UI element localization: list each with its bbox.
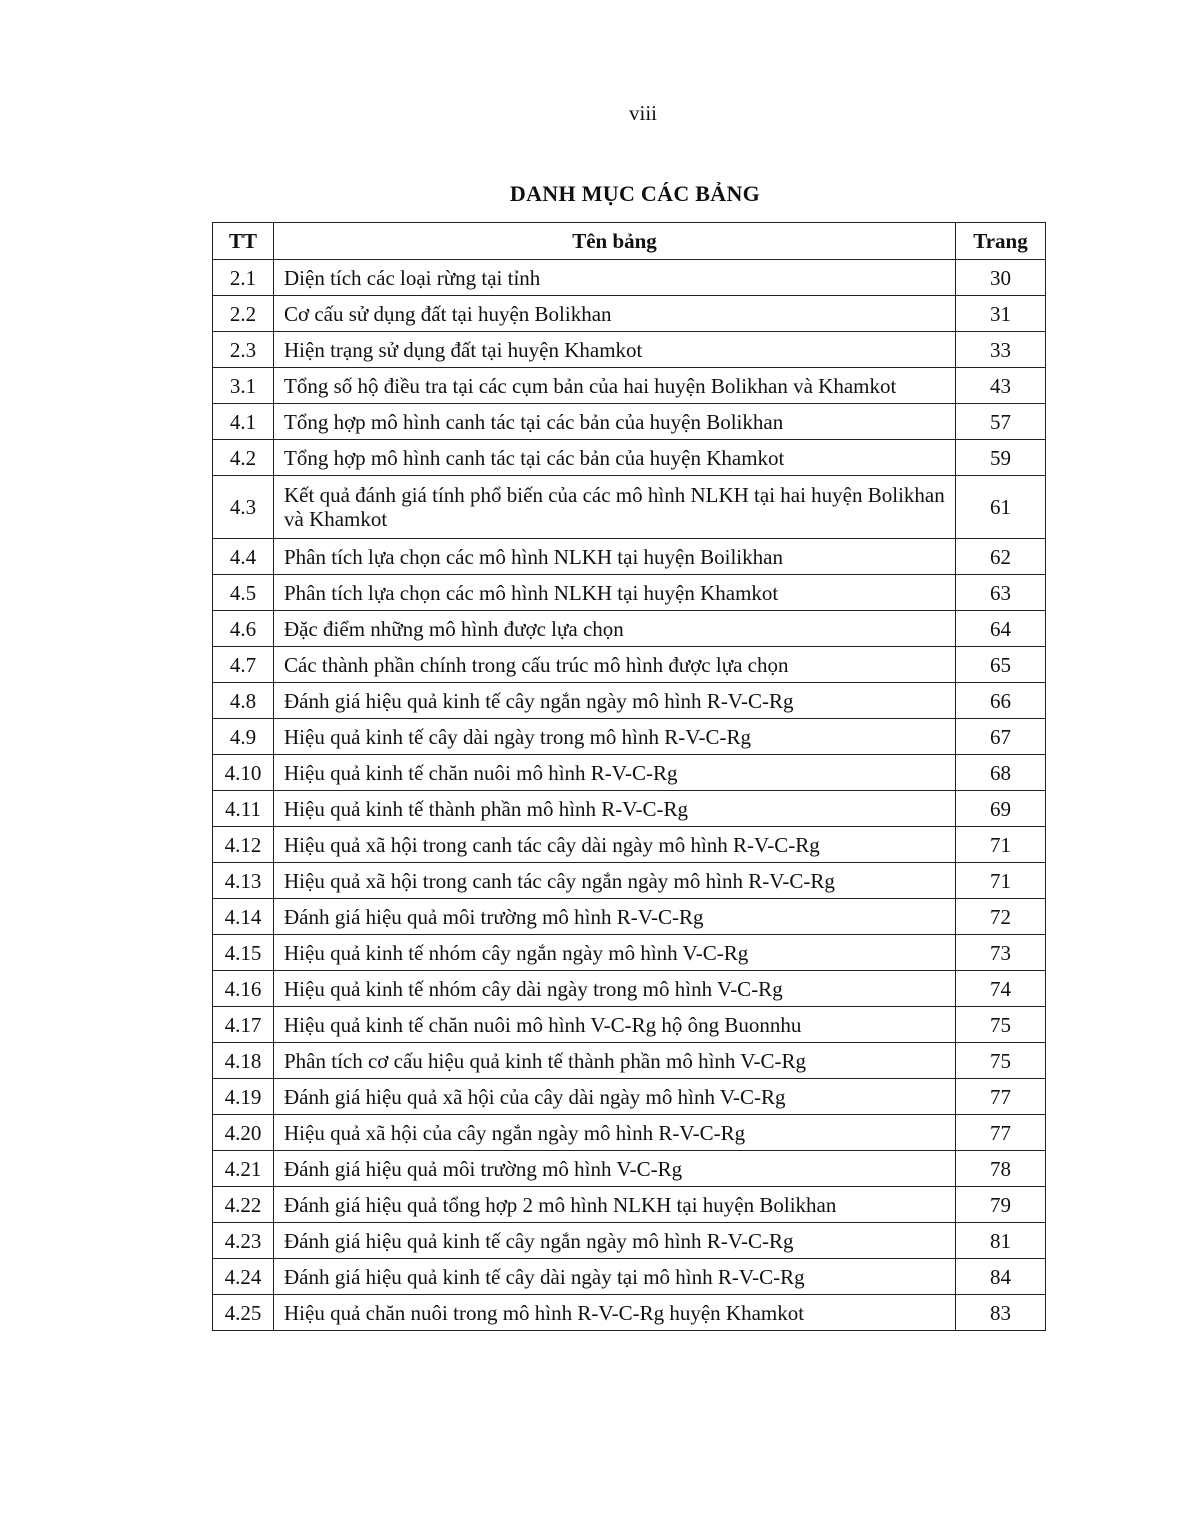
row-number: 2.1 [213, 260, 274, 296]
table-row [213, 1079, 1046, 1115]
page-ref: 59 [956, 440, 1046, 476]
table-row [213, 647, 1046, 683]
header-name: Tên bảng [274, 223, 956, 260]
row-number: 4.1 [213, 404, 274, 440]
row-number: 3.1 [213, 368, 274, 404]
row-number: 4.20 [213, 1115, 274, 1151]
table-name: Các thành phần chính trong cấu trúc mô hình được lựa chọn [274, 647, 956, 683]
table-name: Hiệu quả xã hội trong canh tác cây ngắn ngày mô hình R-V-C-Rg [274, 863, 956, 899]
table-row [213, 1295, 1046, 1331]
table-name: Đánh giá hiệu quả môi trường mô hình V-C-Rg [274, 1151, 956, 1187]
row-number: 4.22 [213, 1187, 274, 1223]
table-row [213, 260, 1046, 296]
table-row [213, 1223, 1046, 1259]
table-row [213, 611, 1046, 647]
table-name: Kết quả đánh giá tính phổ biến của các mô hình NLKH tại hai huyện Bolikhan và Khamkot [274, 476, 956, 539]
page-ref: 63 [956, 575, 1046, 611]
table-row [213, 575, 1046, 611]
page-ref: 75 [956, 1043, 1046, 1079]
table-name: Hiệu quả kinh tế chăn nuôi mô hình V-C-Rg hộ ông Buonnhu [274, 1007, 956, 1043]
row-number: 4.21 [213, 1151, 274, 1187]
page-ref: 64 [956, 611, 1046, 647]
table-row [213, 476, 1046, 539]
table-row [213, 1007, 1046, 1043]
page-ref: 75 [956, 1007, 1046, 1043]
page-ref: 77 [956, 1079, 1046, 1115]
table-row [213, 935, 1046, 971]
table-name: Hiệu quả xã hội trong canh tác cây dài ngày mô hình R-V-C-Rg [274, 827, 956, 863]
page-title: DANH MỤC CÁC BẢNG [509, 181, 761, 206]
table-row [213, 1259, 1046, 1295]
row-number: 4.15 [213, 935, 274, 971]
row-number: 4.14 [213, 899, 274, 935]
table-header-row [213, 223, 1046, 260]
table-row [213, 827, 1046, 863]
page-ref: 71 [956, 827, 1046, 863]
page-ref: 68 [956, 755, 1046, 791]
table-name: Phân tích cơ cấu hiệu quả kinh tế thành phần mô hình V-C-Rg [274, 1043, 956, 1079]
page-ref: 33 [956, 332, 1046, 368]
row-number: 4.6 [213, 611, 274, 647]
page-ref: 67 [956, 719, 1046, 755]
page-ref: 43 [956, 368, 1046, 404]
row-number: 4.12 [213, 827, 274, 863]
table-name: Hiện trạng sử dụng đất tại huyện Khamkot [274, 332, 956, 368]
table-name: Hiệu quả xã hội của cây ngắn ngày mô hình R-V-C-Rg [274, 1115, 956, 1151]
table-row [213, 332, 1046, 368]
table-name: Tổng hợp mô hình canh tác tại các bản của huyện Khamkot [274, 440, 956, 476]
row-number: 4.7 [213, 647, 274, 683]
page-ref: 79 [956, 1187, 1046, 1223]
row-number: 4.24 [213, 1259, 274, 1295]
row-number: 4.10 [213, 755, 274, 791]
table-row [213, 1043, 1046, 1079]
row-number: 4.11 [213, 791, 274, 827]
table-name: Đánh giá hiệu quả tổng hợp 2 mô hình NLKH tại huyện Bolikhan [274, 1187, 956, 1223]
row-number: 2.3 [213, 332, 274, 368]
table-name: Cơ cấu sử dụng đất tại huyện Bolikhan [274, 296, 956, 332]
table-row [213, 863, 1046, 899]
table-name: Phân tích lựa chọn các mô hình NLKH tại huyện Khamkot [274, 575, 956, 611]
page-ref: 57 [956, 404, 1046, 440]
table-row [213, 683, 1046, 719]
page-ref: 74 [956, 971, 1046, 1007]
table-name: Đánh giá hiệu quả xã hội của cây dài ngày mô hình V-C-Rg [274, 1079, 956, 1115]
page-ref: 72 [956, 899, 1046, 935]
table-body [213, 260, 1046, 1331]
table-name: Đánh giá hiệu quả kinh tế cây ngắn ngày mô hình R-V-C-Rg [274, 683, 956, 719]
header-page: Trang [956, 223, 1046, 260]
table-name: Hiệu quả kinh tế nhóm cây dài ngày trong mô hình V-C-Rg [274, 971, 956, 1007]
page-ref: 30 [956, 260, 1046, 296]
page-ref: 73 [956, 935, 1046, 971]
page-number: viii [628, 101, 657, 125]
page-ref: 62 [956, 539, 1046, 575]
row-number: 4.25 [213, 1295, 274, 1331]
page-ref: 69 [956, 791, 1046, 827]
table-name: Đánh giá hiệu quả môi trường mô hình R-V-C-Rg [274, 899, 956, 935]
page-ref: 65 [956, 647, 1046, 683]
table-name: Hiệu quả kinh tế chăn nuôi mô hình R-V-C-Rg [274, 755, 956, 791]
row-number: 4.17 [213, 1007, 274, 1043]
page-ref: 71 [956, 863, 1046, 899]
row-number: 2.2 [213, 296, 274, 332]
table-row [213, 539, 1046, 575]
row-number: 4.19 [213, 1079, 274, 1115]
row-number: 4.2 [213, 440, 274, 476]
table-row [213, 404, 1046, 440]
table-name: Hiệu quả kinh tế thành phần mô hình R-V-C-Rg [274, 791, 956, 827]
table-row [213, 440, 1046, 476]
table-row [213, 1151, 1046, 1187]
table-of-tables [212, 222, 1046, 1331]
table-row [213, 296, 1046, 332]
table-name: Diện tích các loại rừng tại tỉnh [274, 260, 956, 296]
row-number: 4.18 [213, 1043, 274, 1079]
page-ref: 78 [956, 1151, 1046, 1187]
table-row [213, 1187, 1046, 1223]
page-ref: 61 [956, 476, 1046, 539]
row-number: 4.9 [213, 719, 274, 755]
table-name: Phân tích lựa chọn các mô hình NLKH tại huyện Boilikhan [274, 539, 956, 575]
page-ref: 81 [956, 1223, 1046, 1259]
table-name: Đánh giá hiệu quả kinh tế cây dài ngày tại mô hình R-V-C-Rg [274, 1259, 956, 1295]
table-row [213, 899, 1046, 935]
table-name: Hiệu quả chăn nuôi trong mô hình R-V-C-Rg huyện Khamkot [274, 1295, 956, 1331]
table-name: Tổng số hộ điều tra tại các cụm bản của hai huyện Bolikhan và Khamkot [274, 368, 956, 404]
table-row [213, 791, 1046, 827]
table-name: Đánh giá hiệu quả kinh tế cây ngắn ngày mô hình R-V-C-Rg [274, 1223, 956, 1259]
row-number: 4.8 [213, 683, 274, 719]
row-number: 4.4 [213, 539, 274, 575]
row-number: 4.5 [213, 575, 274, 611]
table-name: Tổng hợp mô hình canh tác tại các bản của huyện Bolikhan [274, 404, 956, 440]
table-name: Hiệu quả kinh tế nhóm cây ngắn ngày mô hình V-C-Rg [274, 935, 956, 971]
page-ref: 66 [956, 683, 1046, 719]
table-row [213, 1115, 1046, 1151]
page-ref: 31 [956, 296, 1046, 332]
table-row [213, 719, 1046, 755]
table-row [213, 755, 1046, 791]
table-name: Đặc điểm những mô hình được lựa chọn [274, 611, 956, 647]
page-ref: 83 [956, 1295, 1046, 1331]
page-ref: 84 [956, 1259, 1046, 1295]
page-ref: 77 [956, 1115, 1046, 1151]
table-row [213, 368, 1046, 404]
table-row [213, 971, 1046, 1007]
row-number: 4.16 [213, 971, 274, 1007]
row-number: 4.23 [213, 1223, 274, 1259]
table-name: Hiệu quả kinh tế cây dài ngày trong mô hình R-V-C-Rg [274, 719, 956, 755]
row-number: 4.3 [213, 476, 274, 539]
header-tt: TT [213, 223, 274, 260]
row-number: 4.13 [213, 863, 274, 899]
